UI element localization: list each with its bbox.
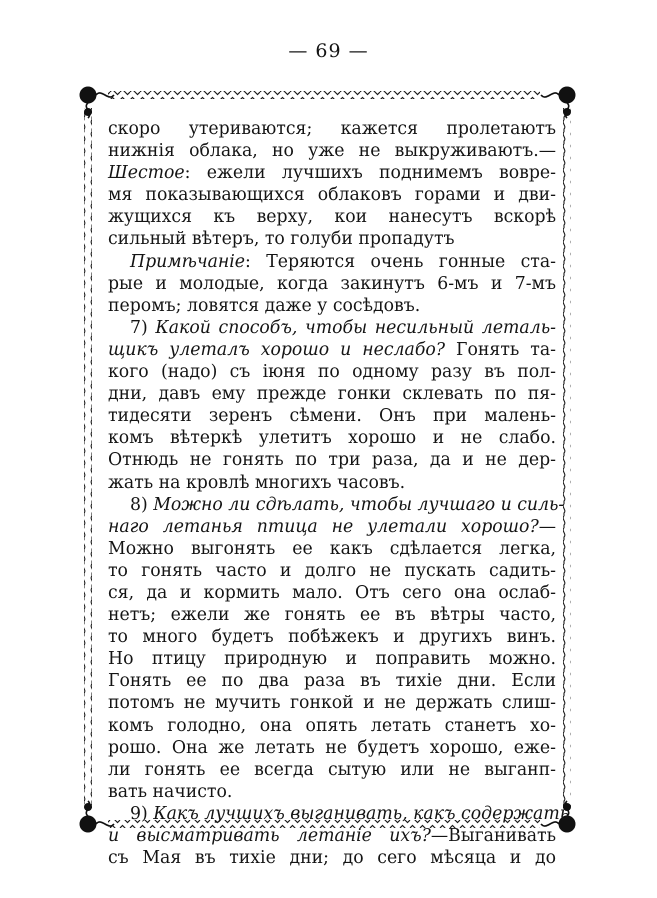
text-line: Примѣчаніе: Теряются очень гонные ста- [130,251,556,272]
text-line: комъ вѣтеркѣ улетитъ хорошо и не слабо. [108,428,556,449]
text-line: тидесяти зеренъ сѣмени. Онъ при малень- [108,406,556,427]
text-line: Но птицу природную и поправить можно. [108,649,556,670]
text-line: щикъ улеталъ хорошо и неслабо? Гонять та- [108,339,556,360]
text-line: и высматривать летаніе ихъ?—Выганивать [108,826,556,846]
top-rule [108,91,540,99]
text-line: Можно выгонять ее какъ сдѣлается легка, [108,538,556,559]
text-line: наго летанья птица не улетали хорошо?— [108,516,556,537]
text-line: нетъ; ежели же гонять ее въ вѣтры часто, [108,605,556,626]
text-line: рые и молодые, когда закинутъ 6-мъ и 7-мъ [108,273,556,294]
body-text [108,118,570,869]
text-line: то гонять часто и долго не пускать садить- [108,560,556,581]
text-line: кого (надо) съ іюня по одному разу въ пол- [108,362,556,383]
text-line: то много будетъ побѣжекъ и другихъ винъ. [108,627,556,648]
corner-ornament-top-right [541,87,575,118]
page-number: — 69 — [288,40,369,62]
left-rule [84,108,92,808]
text-line: 7) Какой способъ, чтобы несильный леталь- [130,317,556,338]
text-line: рошо. Она же летать не будетъ хорошо, еже- [108,737,556,758]
text-line: Шестое: ежели лучшихъ поднимемъ вовре- [108,163,556,184]
text-line: ся, да и кормить мало. Отъ сего она ослаб- [108,582,556,603]
text-line: скоро утериваются; кажется пролетаютъ [108,119,556,139]
right-rule [563,108,571,808]
text-line: мя показывающихся облаковъ горами и дви- [108,185,556,206]
text-line: 9) Какъ лучшихъ выганивать, какъ содержать [130,803,570,824]
text-line: Отнюдь не гонять по три раза, да и не дер- [108,450,556,471]
text-line: нижнія облака, но уже не выкруживаютъ.— [108,141,556,162]
text-line: комъ голодно, она опять летать станетъ хо- [108,715,556,736]
text-line: сильный вѣтеръ, то голуби пропадутъ [108,229,455,250]
text-line: дни, давъ ему прежде гонки склевать по пя- [108,384,556,405]
text-line: 8) Можно ли сдѣлать, чтобы лучшаго и силь- [130,494,565,515]
text-line: Гонять ее по два раза въ тихіе дни. Если [108,671,556,692]
text-line: ли гонять ее всегда сытую или не выганп- [108,759,556,780]
text-line: жущихся къ верху, кои нанесутъ вскорѣ [108,207,556,228]
text-line: жать на кровлѣ многихъ часовъ. [108,472,406,493]
text-line: перомъ; ловятся даже у сосѣдовъ. [108,295,421,316]
text-line: съ Мая въ тихіе дни; до сего мѣсяца и до [108,848,556,869]
text-line: вать начисто. [108,781,233,802]
text-line: потомъ не мучить гонкой и не держать слиш- [108,693,556,714]
